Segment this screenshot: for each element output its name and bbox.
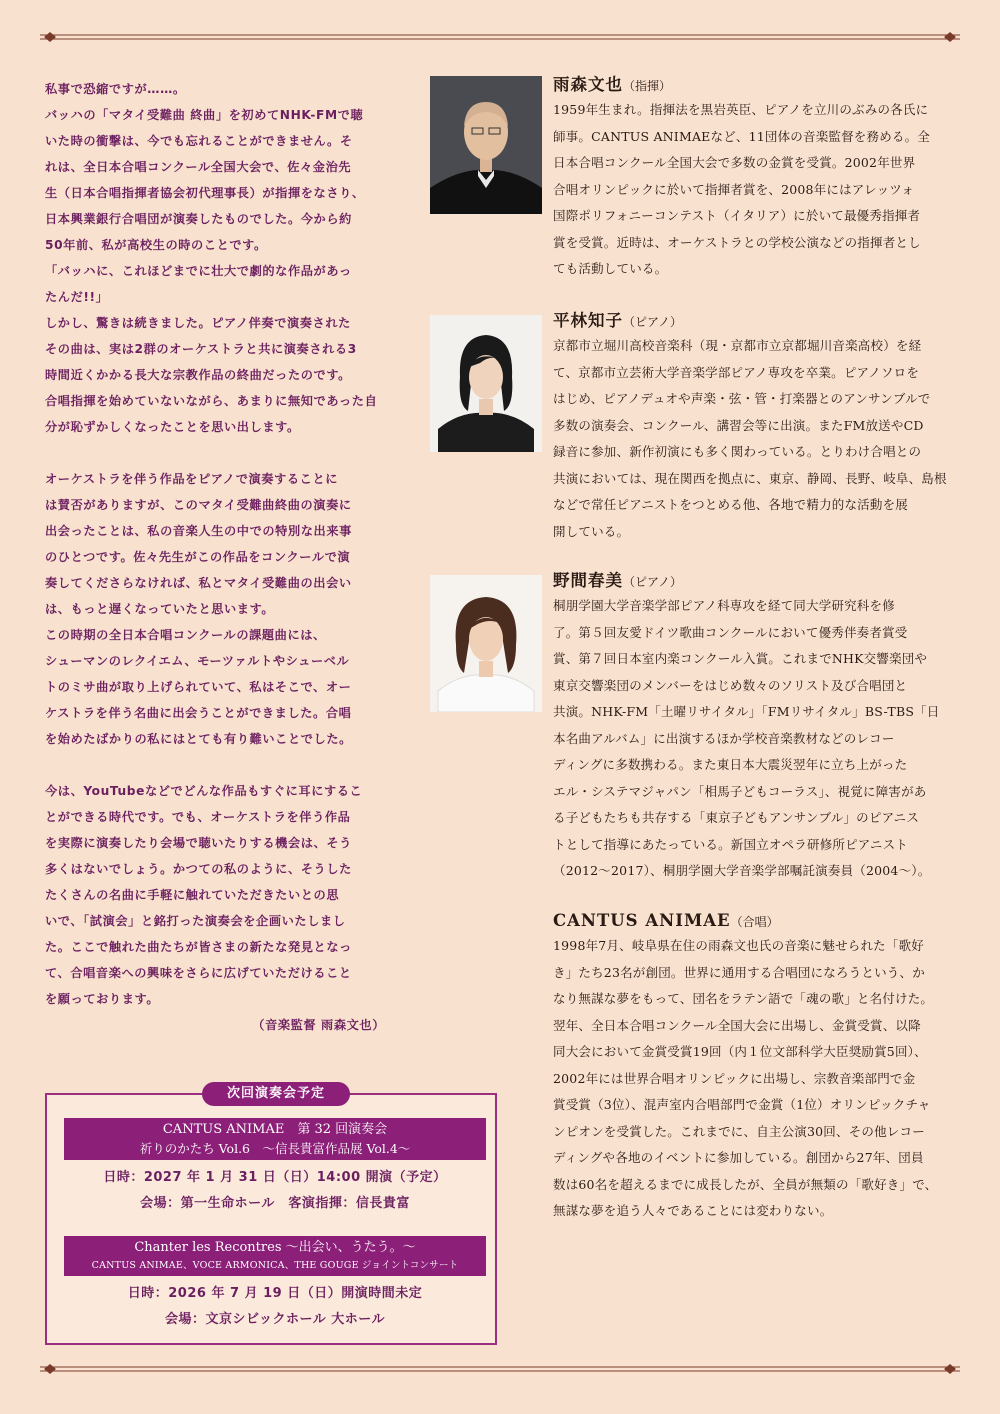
profile-line: 桐朋学園大学音楽学部ピアノ科専攻を経て同大学研究科を修 bbox=[553, 598, 895, 613]
profile-name: CANTUS ANIMAE bbox=[553, 911, 731, 930]
pianist-hirabayashi-photo bbox=[430, 315, 542, 452]
profile-noma bbox=[553, 570, 959, 885]
profile-name: 野間春美 bbox=[553, 571, 623, 590]
message-line: 日本興業銀行合唱団が演奏したものでした。今から約 bbox=[45, 212, 352, 226]
profile-line: 翌年、全日本合唱コンクール全国大会に出場し、金賞受賞、以降 bbox=[553, 1017, 921, 1033]
profile-role: （合唱） bbox=[730, 915, 779, 929]
profile-amemori bbox=[553, 74, 959, 283]
profile-line: 師事。CANTUS ANIMAEなど、11団体の音楽監督を務める。全 bbox=[553, 128, 930, 144]
profile-line: 共演。NHK-FM「土曜リサイタル」「FMリサイタル」BS-TBS「日 bbox=[553, 704, 940, 719]
profile-line: 共演においては、現在関西を拠点に、東京、静岡、長野、岐阜、島根 bbox=[553, 470, 947, 486]
profile-line: 開している。 bbox=[553, 523, 630, 539]
message-line: 50年前、私が高校生の時のことです。 bbox=[45, 238, 267, 252]
message-line: を始めたばかりの私にはとても有り難いことでした。 bbox=[45, 732, 352, 746]
profile-line: る子どもたちも共存する「東京子どもアンサンブル」のピアニス bbox=[553, 810, 920, 825]
message-line: 奏してくださらなければ、私とマタイ受難曲の出会い bbox=[45, 576, 352, 590]
profile-line: （2012～2017）、桐朋学園大学音楽学部嘱託演奏員（2004～）。 bbox=[553, 863, 931, 878]
message-line: を実際に演奏したり会場で聴いたりする機会は、そう bbox=[45, 836, 352, 850]
profile-hirabayashi bbox=[553, 310, 959, 545]
event1-title-banner bbox=[64, 1118, 486, 1160]
event1-date: 日時：2027 年 1 月 31 日（日）14:00 開演（予定） bbox=[103, 1170, 447, 1185]
event1-venue: 会場：第一生命ホール 客演指揮：信長貴富 bbox=[140, 1196, 410, 1211]
profile-line: 同大会において金賞受賞19回（内１位文部科学大臣奨励賞5回）、 bbox=[553, 1044, 927, 1059]
profile-name: 平林知子 bbox=[553, 311, 623, 330]
profile-line: ディングに多数携わる。また東日本大震災翌年に立ち上がった bbox=[553, 757, 908, 772]
message-paragraph-2 bbox=[45, 466, 385, 752]
message-paragraph-3 bbox=[45, 778, 385, 1012]
message-line: を願っております。 bbox=[45, 992, 160, 1006]
message-line: のひとつです。佐々先生がこの作品をコンクールで演 bbox=[45, 550, 351, 564]
profile-line: ディングや各地のイベントに参加している。創団から27年、団員 bbox=[553, 1150, 924, 1165]
profile-line: 1959年生まれ。指揮法を黒岩英臣、ピアノを立川のぶみの各氏に bbox=[553, 102, 929, 117]
profile-line: はじめ、ピアノデュオや声楽・弦・管・打楽器とのアンサンブルで bbox=[553, 391, 931, 406]
profile-line: 日本合唱コンクール全国大会で多数の金賞を受賞。2002年世界 bbox=[553, 155, 916, 170]
profile-line: 1998年7月、岐阜県在住の雨森文也氏の音楽に魅せられた「歌好 bbox=[553, 938, 924, 953]
pianist-noma-photo bbox=[430, 575, 542, 712]
profile-line: 多数の演奏会、コンクール、講習会等に出演。またFM放送やCD bbox=[553, 417, 924, 433]
profile-line: 了。第５回友愛ドイツ歌曲コンクールにおいて優秀伴奏者賞受 bbox=[553, 624, 908, 640]
bottom-ornament-rule bbox=[40, 1362, 960, 1376]
profile-line: 賞受賞（3位）、混声室内合唱部門で金賞（1位）オリンピックチャ bbox=[553, 1097, 931, 1112]
profile-line: て、京都市立芸術大学音楽学部ピアノ専攻を卒業。ピアノソロを bbox=[553, 364, 920, 380]
message-line: 生（日本合唱指揮者協会初代理事長）が指揮をなさり、 bbox=[45, 186, 365, 200]
message-paragraph-1 bbox=[45, 76, 385, 440]
profile-line: エル・システマジャパン「相馬子どもコーラス」、視覚に障害があ bbox=[553, 783, 927, 799]
profile-line: 国際ポリフォニーコンテスト（イタリア）に於いて最優秀指揮者 bbox=[553, 208, 921, 223]
profile-line: 2002年には世界合唱オリンピックに出場し、宗教音楽部門で金 bbox=[553, 1070, 916, 1086]
profile-line: 数は60名を超えるまでに成長したが、全員が無類の「歌好き」で、 bbox=[553, 1176, 938, 1192]
message-line: たくさんの名曲に手軽に触れていただきたいとの思 bbox=[45, 888, 340, 902]
message-line: れは、全日本合唱コンクール全国大会で、佐々金治先 bbox=[45, 160, 352, 174]
profile-name: 雨森文也 bbox=[553, 75, 623, 94]
profile-line: ても活動している。 bbox=[553, 261, 668, 276]
message-line: とができる時代です。でも、オーケストラを伴う作品 bbox=[45, 810, 351, 824]
message-line: は、もっと遅くなっていたと思います。 bbox=[45, 602, 275, 616]
message-line: は賛否がありますが、このマタイ受難曲終曲の演奏に bbox=[45, 498, 352, 512]
message-line: たんだ!!」 bbox=[45, 290, 109, 304]
message-line: しかし、驚きは続きました。ピアノ伴奏で演奏された bbox=[45, 316, 351, 330]
profile-cantus-animae bbox=[553, 910, 959, 1225]
message-line: 時間近くかかる長大な宗教作品の終曲だったのです。 bbox=[45, 368, 351, 382]
profile-line: 合唱オリンピックに於いて指揮者賞を、2008年にはアレッツォ bbox=[553, 181, 915, 197]
profile-role: （指揮） bbox=[623, 79, 672, 93]
message-line: その曲は、実は2群のオーケストラと共に演奏される3 bbox=[45, 342, 357, 356]
profile-line: 無謀な夢を追う人々であることには変わりない。 bbox=[553, 1203, 833, 1218]
message-line: いで、「試演会」と銘打った演奏会を企画いたしまし bbox=[45, 914, 346, 928]
profile-role: （ピアノ） bbox=[623, 575, 683, 589]
message-line: 合唱指揮を始めていないながら、あまりに無知であった自 bbox=[45, 394, 378, 408]
conductor-photo bbox=[430, 76, 542, 214]
message-line: 私事で恐縮ですが……。 bbox=[45, 82, 186, 96]
message-line: 出会ったことは、私の音楽人生の中での特別な出来事 bbox=[45, 524, 352, 538]
message-line: 「バッハに、これほどまでに壮大で劇的な作品があっ bbox=[45, 264, 352, 278]
profile-line: 東京交響楽団のメンバーをはじめ数々のソリスト及び合唱団と bbox=[553, 677, 908, 693]
message-line: 多くはないでしょう。かつての私のように、そうした bbox=[45, 862, 352, 876]
event1-subtitle: 祈りのかたち Vol.6 ～信長貴富作品展 Vol.4～ bbox=[139, 1141, 411, 1156]
message-line: オーケストラを伴う作品をピアノで演奏することに bbox=[45, 472, 339, 486]
event2-subtitle: CANTUS ANIMAE、VOCE ARMONICA、THE GOUGE ジョイントコンサート bbox=[91, 1260, 459, 1271]
message-line: いた時の衝撃は、今でも忘れることができません。そ bbox=[45, 134, 353, 148]
profile-role: （ピアノ） bbox=[623, 315, 683, 329]
director-message bbox=[45, 76, 385, 1038]
profile-line: トとして指導にあたっている。新国立オペラ研修所ピアニスト bbox=[553, 836, 908, 852]
profile-line: き」たち23名が創団。世界に通用する合唱団になろうという、か bbox=[553, 964, 925, 980]
message-line: シューマンのレクイエム、モーツァルトやシューベル bbox=[45, 654, 350, 668]
message-line: トのミサ曲が取り上げられていて、私はそこで、オー bbox=[45, 680, 352, 694]
profile-line: 録音に参加、新作初演にも多く関わっている。とりわけ合唱との bbox=[553, 444, 922, 459]
profile-line: 賞、第７回日本室内楽コンクール入賞。これまでNHK交響楽団や bbox=[553, 651, 928, 666]
profile-line: なり無謀な夢をもって、団名をラテン語で「魂の歌」と名付けた。 bbox=[553, 991, 934, 1006]
profile-line: などで常任ピアニストをつとめる他、各地で精力的な活動を展 bbox=[553, 497, 908, 512]
message-line: バッハの「マタイ受難曲 終曲」を初めてNHK-FMで聴 bbox=[45, 108, 364, 122]
message-line: た。ここで触れた曲たちが皆さまの新たな発見となっ bbox=[45, 940, 352, 954]
event2-title: Chanter les Recontres ～出会い、うたう。～ bbox=[134, 1240, 416, 1255]
profile-line: 本名曲アルバム」に出演するほか学校音楽教材などのレコー bbox=[553, 730, 895, 746]
next-concert-label: 次回演奏会予定 bbox=[202, 1082, 350, 1106]
event2-venue: 会場：文京シビックホール 大ホール bbox=[165, 1312, 385, 1327]
message-line: て、合唱音楽への興味をさらに広げていただけること bbox=[45, 966, 352, 980]
top-ornament-rule bbox=[40, 30, 960, 44]
event2-date: 日時：2026 年 7 月 19 日（日）開演時間未定 bbox=[127, 1286, 423, 1301]
message-line: ケストラを伴う名曲に出会うことができました。合唱 bbox=[45, 706, 352, 720]
event2-title-banner bbox=[64, 1236, 486, 1276]
profile-line: 京都市立堀川高校音楽科（現・京都市立京都堀川音楽高校）を経 bbox=[553, 338, 922, 353]
message-line: 今は、YouTubeなどでどんな作品もすぐに耳にするこ bbox=[45, 784, 363, 798]
profile-line: ンピオンを受賞した。これまでに、自主公演30回、その他レコー bbox=[553, 1123, 925, 1139]
message-line: 分が恥ずかしくなったことを思い出します。 bbox=[45, 420, 300, 434]
event1-title: CANTUS ANIMAE 第 32 回演奏会 bbox=[162, 1122, 388, 1137]
message-line: この時期の全日本合唱コンクールの課題曲には、 bbox=[45, 628, 326, 642]
message-signature: （音楽監督 雨森文也） bbox=[252, 1018, 385, 1032]
profile-line: 賞を受賞。近時は、オーケストラとの学校公演などの指揮者とし bbox=[553, 234, 921, 250]
